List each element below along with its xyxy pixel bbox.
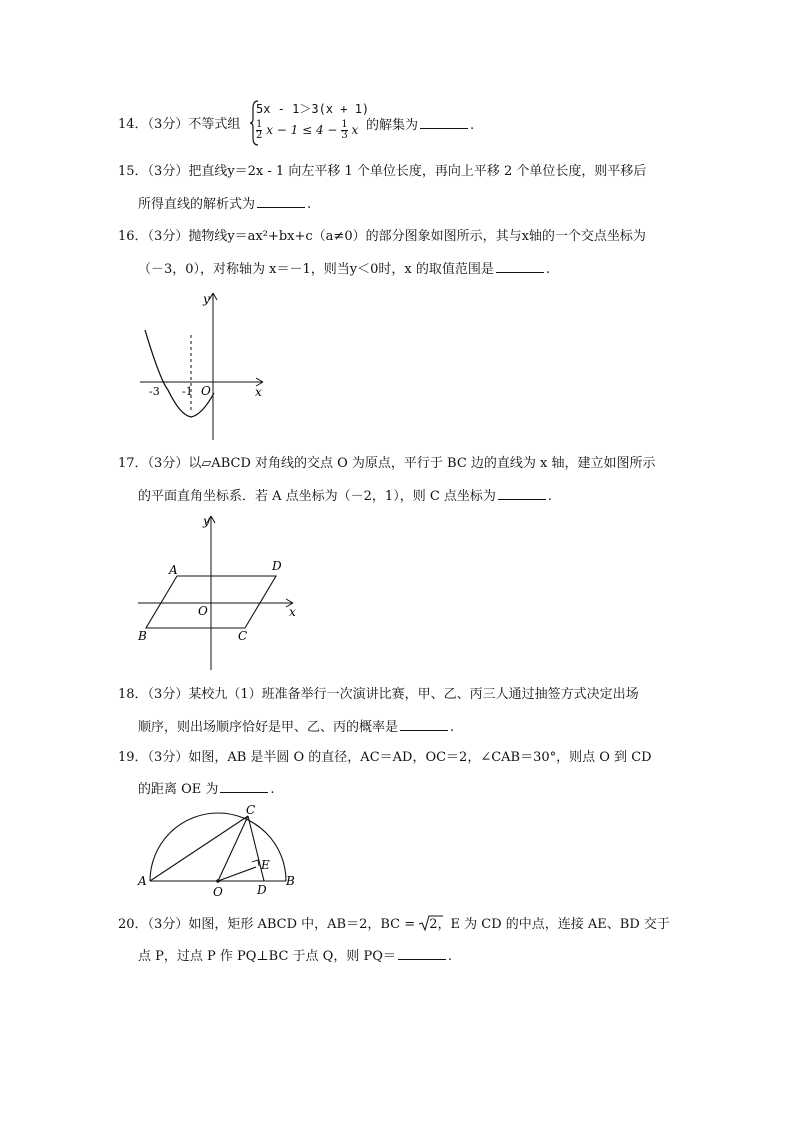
tick-minus-1: -1 bbox=[182, 385, 193, 398]
tick-minus-3: -3 bbox=[149, 385, 160, 398]
center-point-o bbox=[216, 879, 220, 883]
point-b-label: B bbox=[286, 874, 295, 888]
q20-line2: 点 P，过点 P 作 PQ⊥BC 于点 Q，则 PQ＝ . bbox=[138, 949, 452, 964]
q15-line1: 15．（3分）把直线y＝2x - 1 向左平移 1 个单位长度，再向上平移 2 个单位长度，则平移后 bbox=[118, 164, 647, 179]
point-d-label: D bbox=[257, 883, 267, 897]
point-c-label: C bbox=[246, 805, 256, 817]
right-angle-mark bbox=[252, 860, 259, 866]
vertex-a-label: A bbox=[169, 563, 178, 577]
q16-line1: 16．（3分）抛物线y＝ax²+bx+c（a≠0）的部分图象如图所示，其与x轴的一个交点坐标为 bbox=[118, 229, 646, 244]
fraction-half: $\frac{1}{2}$ bbox=[256, 119, 263, 141]
x-label: x bbox=[289, 605, 296, 619]
answer-blank[interactable] bbox=[398, 947, 446, 960]
point-o-label: O bbox=[213, 885, 223, 899]
answer-blank[interactable] bbox=[257, 195, 305, 208]
semicircle-figure bbox=[135, 805, 305, 900]
inequality-system bbox=[250, 100, 370, 146]
answer-blank[interactable] bbox=[220, 780, 268, 793]
point-e-label: E bbox=[261, 858, 270, 872]
origin-label: O bbox=[198, 604, 208, 618]
parabola-figure bbox=[135, 285, 275, 445]
inequality-1: 5x - 1＞3(x + 1) bbox=[256, 102, 370, 116]
origin-label: O bbox=[201, 384, 211, 398]
vertex-b-label: B bbox=[138, 629, 147, 643]
parallelogram-figure bbox=[135, 508, 305, 673]
answer-blank[interactable] bbox=[400, 718, 448, 731]
q17-line2: 的平面直角坐标系．若 A 点坐标为（－2，1），则 C 点坐标为 . bbox=[138, 489, 553, 504]
x-label: x bbox=[255, 385, 262, 399]
vertex-c-label: C bbox=[238, 629, 248, 643]
y-label: y bbox=[203, 292, 210, 306]
sqrt-expression: 2 bbox=[419, 916, 437, 934]
q18-line2: 顺序，则出场顺序恰好是甲、乙、丙的概率是 . bbox=[138, 720, 455, 735]
q16-line2: （－3，0），对称轴为 x＝－1，则当y＜0时，x 的取值范围是 . bbox=[138, 262, 550, 277]
q19-line2: 的距离 OE 为 . bbox=[138, 782, 275, 797]
inequality-2: $\frac{1}{2}$ x − 1 ≤ 4 − $\frac{1}{3}$ x bbox=[256, 119, 359, 141]
fraction-third: $\frac{1}{3}$ bbox=[341, 119, 348, 141]
vertex-d-label: D bbox=[272, 559, 282, 573]
answer-blank[interactable] bbox=[498, 487, 546, 500]
q18-line1: 18．（3分）某校九（1）班准备举行一次演讲比赛，甲、乙、丙三人通过抽签方式决定出场 bbox=[118, 687, 639, 702]
point-a-label: A bbox=[138, 874, 147, 888]
q14-tail: 的解集为 . bbox=[366, 118, 475, 133]
y-label: y bbox=[203, 514, 210, 528]
parabola-curve bbox=[145, 330, 214, 417]
answer-blank[interactable] bbox=[496, 260, 544, 273]
q14-lead: 14．（3分）不等式组 bbox=[118, 117, 241, 132]
radical-sign bbox=[419, 915, 443, 931]
q17-line1: 17．（3分）以▱ABCD 对角线的交点 O 为原点，平行于 BC 边的直线为 x 轴，建立如图所示 bbox=[118, 456, 656, 471]
q19-line1: 19．（3分）如图，AB 是半圆 O 的直径，AC＝AD，OC＝2，∠CAB＝30°，则点 O 到 CD bbox=[118, 750, 652, 765]
q20-line1: 20．（3分）如图，矩形 ABCD 中，AB＝2，BC = 2，E 为 CD 的中点，连接 AE、BD 交于 bbox=[118, 917, 670, 932]
q15-line2: 所得直线的解析式为 . bbox=[138, 197, 312, 212]
answer-blank[interactable] bbox=[420, 116, 468, 129]
